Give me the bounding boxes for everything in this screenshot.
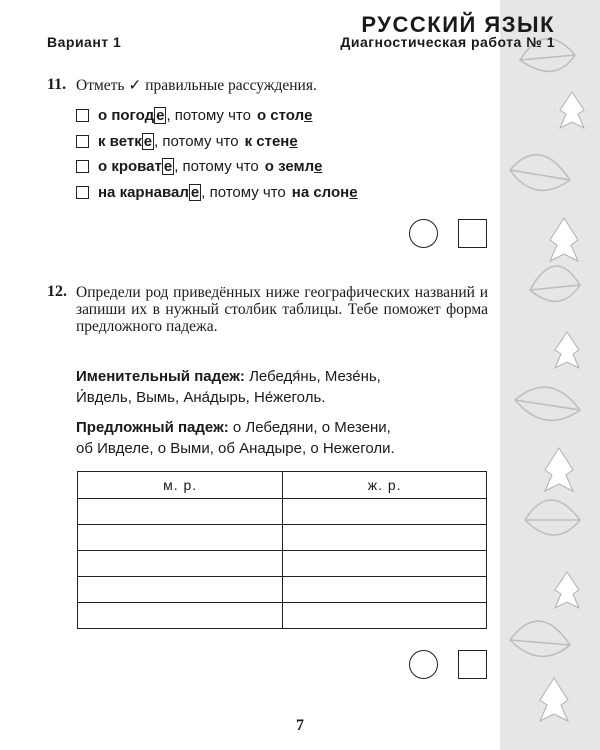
nominative-label: Именительный падеж: bbox=[76, 368, 245, 385]
prepositional-line-1 bbox=[76, 419, 391, 436]
option-row bbox=[76, 184, 358, 201]
word-ending: е bbox=[349, 184, 358, 201]
page-number: 7 bbox=[296, 717, 304, 734]
option-word: на слон bbox=[291, 184, 350, 201]
checkmark-icon: ✓ bbox=[128, 76, 142, 94]
table-row bbox=[78, 499, 487, 525]
answer-cell[interactable] bbox=[78, 603, 283, 629]
question-12-number: 12. bbox=[47, 283, 67, 300]
option-checkbox[interactable] bbox=[76, 160, 89, 173]
option-word: о погод bbox=[98, 107, 155, 124]
score-square[interactable] bbox=[458, 219, 487, 248]
option-word: о стол bbox=[256, 107, 305, 124]
table-row bbox=[78, 551, 487, 577]
option-connector: , потому что bbox=[166, 107, 251, 124]
instruction-text: Отметь bbox=[76, 77, 125, 94]
column-header-feminine: ж. р. bbox=[283, 472, 487, 499]
table-row bbox=[78, 603, 487, 629]
answer-cell[interactable] bbox=[283, 577, 487, 603]
instruction-text: правильные рассуждения. bbox=[145, 77, 317, 94]
option-word: на карнавал bbox=[98, 184, 189, 201]
prepositional-words: о Лебедяни, о Мезени, bbox=[232, 419, 391, 436]
option-checkbox[interactable] bbox=[76, 109, 89, 122]
option-connector: , потому что bbox=[201, 184, 286, 201]
question-11-number: 11. bbox=[47, 76, 67, 93]
gender-table bbox=[77, 471, 487, 629]
option-row bbox=[76, 107, 312, 124]
answer-cell[interactable] bbox=[283, 603, 487, 629]
subject-title: РУССКИЙ ЯЗЫК bbox=[361, 12, 555, 37]
prepositional-words-line-2: об Ивделе, о Выми, об Анадыре, о Нежеголи. bbox=[76, 440, 395, 457]
answer-cell[interactable] bbox=[78, 499, 283, 525]
option-checkbox[interactable] bbox=[76, 186, 89, 199]
option-word: к стен bbox=[244, 133, 290, 150]
option-connector: , потому что bbox=[174, 158, 259, 175]
table-row bbox=[78, 525, 487, 551]
question-12-text: Определи род приведённых ниже географических названий и запиши их в нужный столбик таблицы. Тебе поможет форма предложного падежа. bbox=[76, 284, 488, 335]
score-circle bbox=[409, 219, 438, 248]
word-ending: е bbox=[190, 184, 200, 201]
word-ending: е bbox=[163, 158, 173, 175]
nominative-words-line-2: И́вдель, Вымь, Ана́дырь, Не́жеголь. bbox=[76, 389, 326, 406]
word-ending: е bbox=[304, 107, 313, 124]
option-word: о земл bbox=[264, 158, 315, 175]
answer-cell[interactable] bbox=[78, 551, 283, 577]
option-connector: , потому что bbox=[154, 133, 239, 150]
variant-label: Вариант 1 bbox=[47, 34, 122, 50]
option-word: о кроват bbox=[98, 158, 162, 175]
column-header-masculine: м. р. bbox=[78, 472, 283, 499]
option-row bbox=[76, 158, 322, 175]
word-ending: е bbox=[156, 107, 165, 124]
word-ending: е bbox=[289, 133, 298, 150]
answer-cell[interactable] bbox=[78, 525, 283, 551]
nominative-words: Лебедя́нь, Мезе́нь, bbox=[249, 368, 381, 385]
word-ending: е bbox=[143, 133, 153, 150]
table-row bbox=[78, 577, 487, 603]
answer-cell[interactable] bbox=[283, 499, 487, 525]
option-row bbox=[76, 133, 298, 150]
question-11-instruction bbox=[76, 76, 317, 95]
answer-cell[interactable] bbox=[283, 525, 487, 551]
option-checkbox[interactable] bbox=[76, 135, 89, 148]
score-circle bbox=[409, 650, 438, 679]
word-ending: е bbox=[314, 158, 323, 175]
work-title: Диагностическая работа № 1 bbox=[340, 34, 555, 50]
prepositional-label: Предложный падеж: bbox=[76, 419, 229, 436]
option-word: к ветк bbox=[98, 133, 142, 150]
nominative-line-1 bbox=[76, 368, 381, 385]
answer-cell[interactable] bbox=[283, 551, 487, 577]
answer-cell[interactable] bbox=[78, 577, 283, 603]
score-square[interactable] bbox=[458, 650, 487, 679]
